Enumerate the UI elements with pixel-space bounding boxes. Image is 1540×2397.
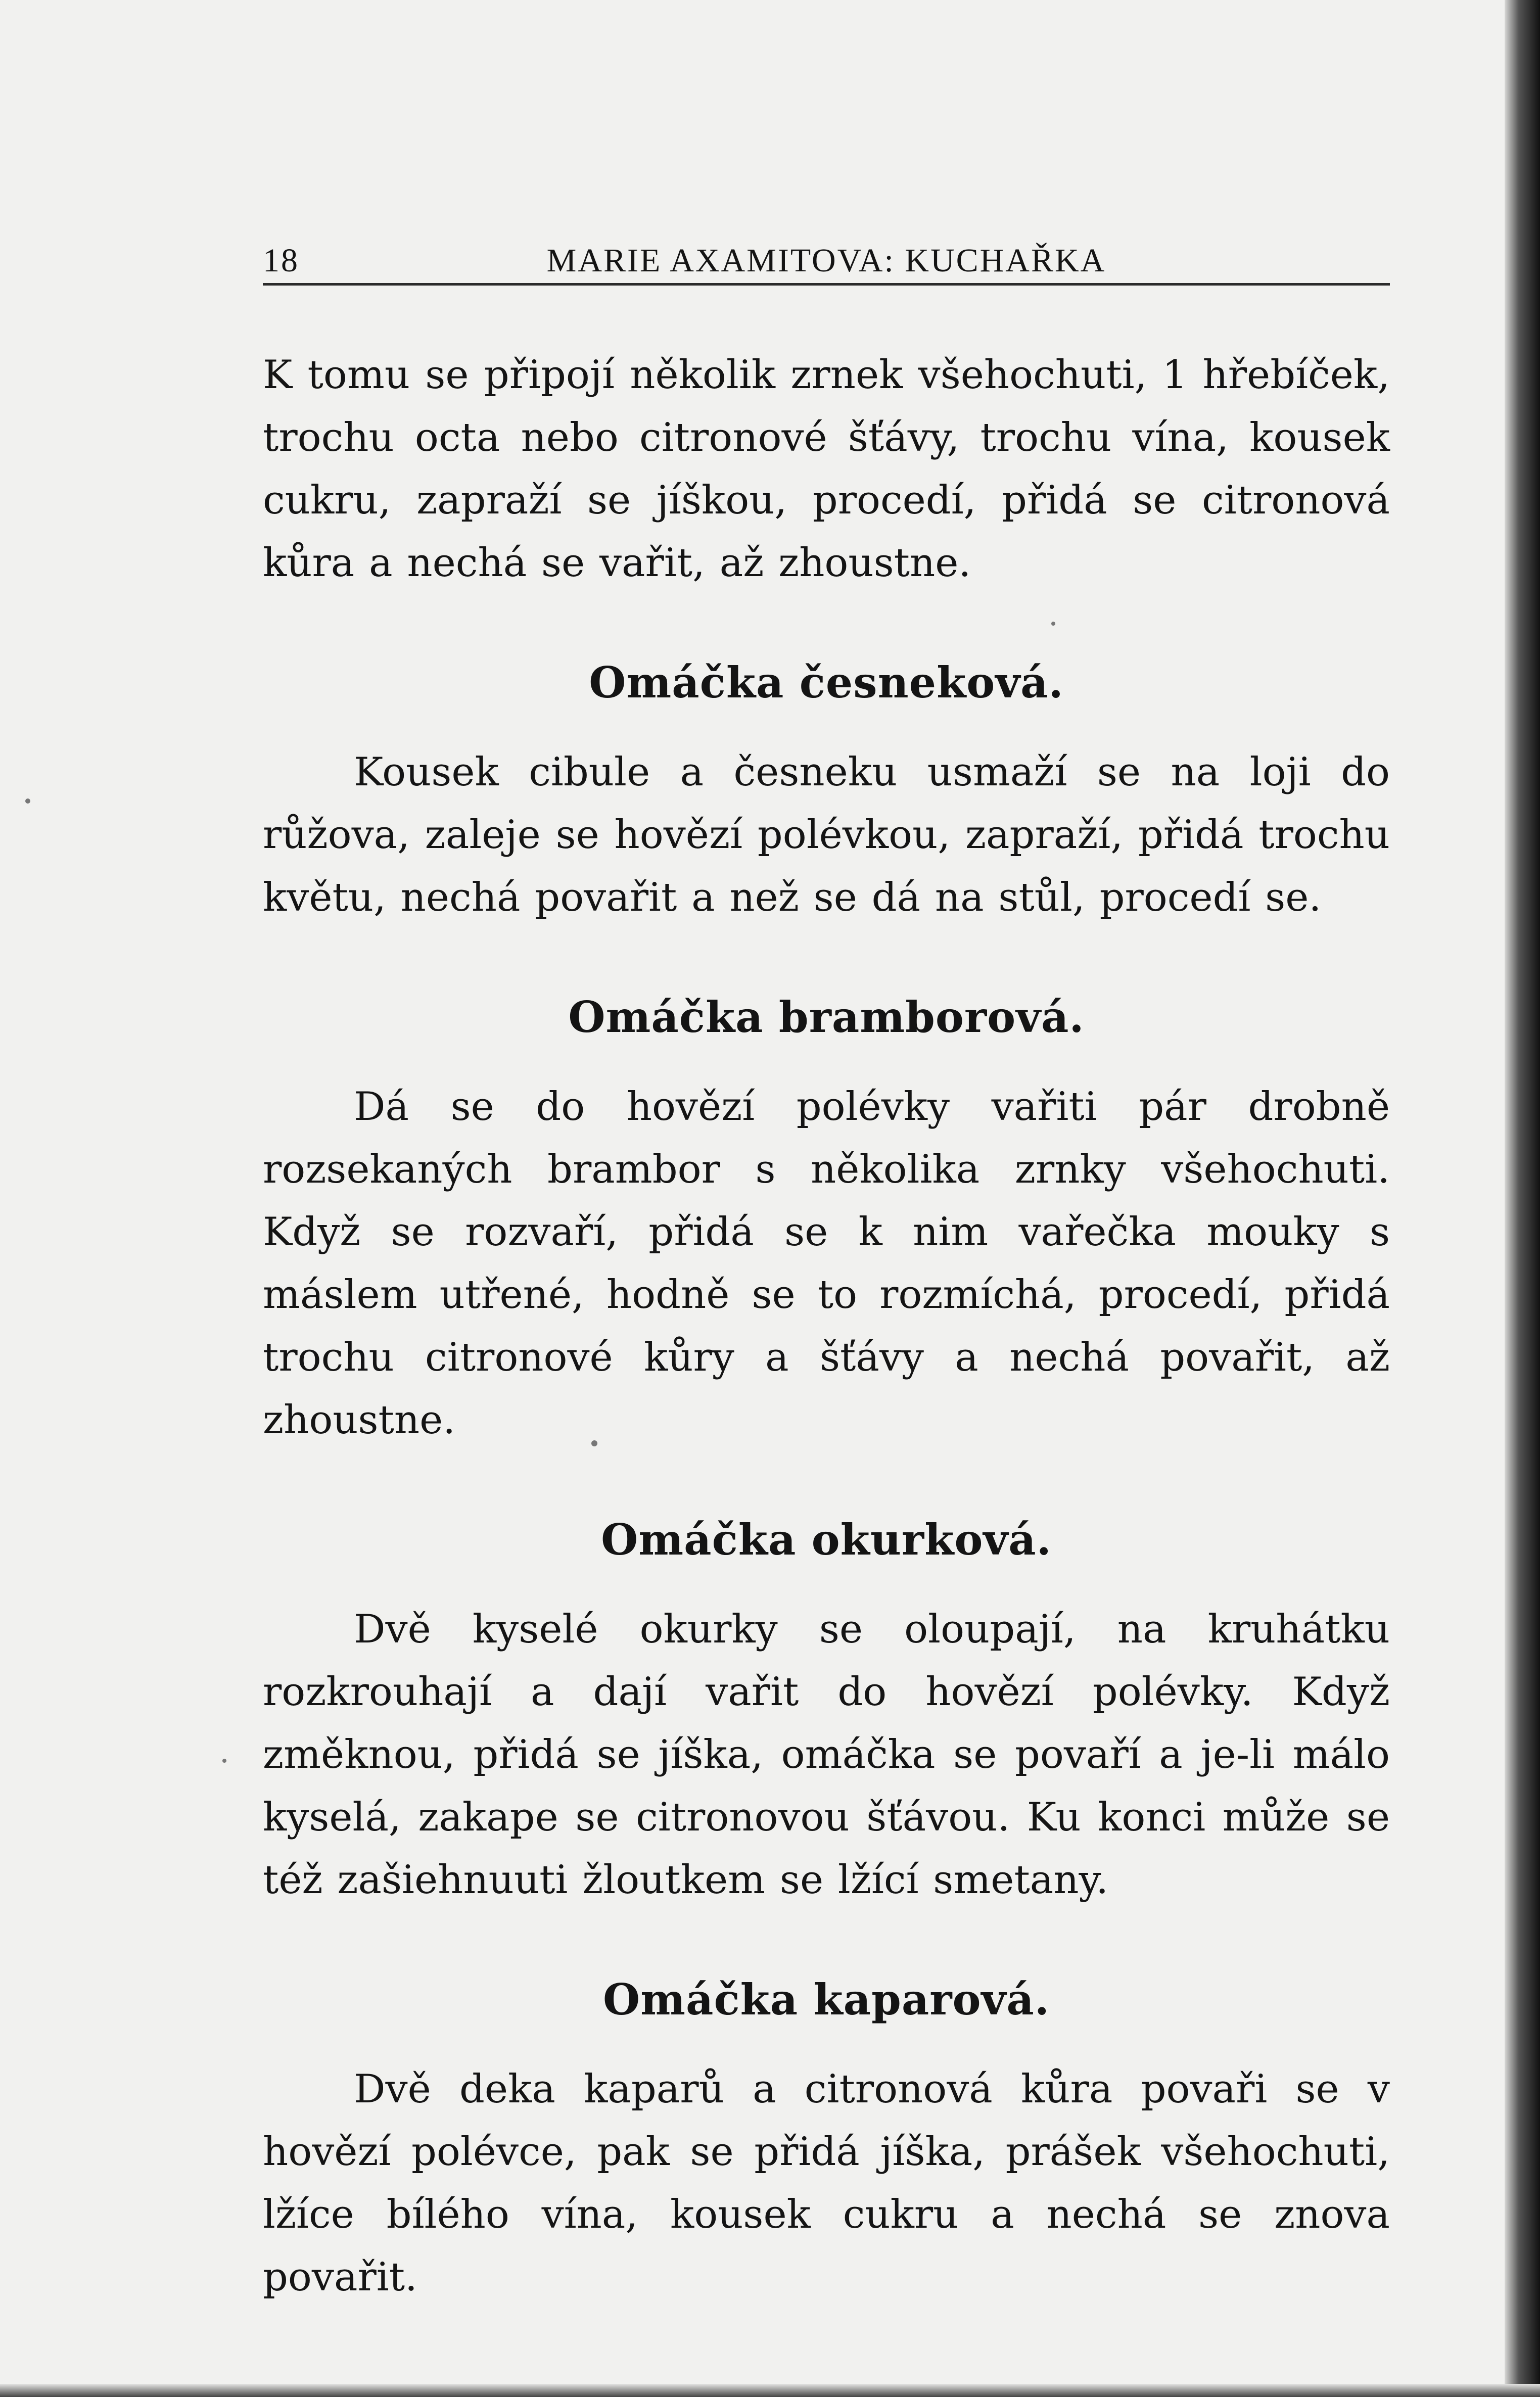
recipe-title-okurkova: Omáčka okurková. xyxy=(601,1515,1052,1565)
recipe-title-cesnekova: Omáčka česneková. xyxy=(589,657,1064,708)
recipe-title-bramborova: Omáčka bramborová. xyxy=(568,992,1085,1042)
page-edge-shadow xyxy=(1505,0,1540,2397)
continuation-paragraph: K tomu se připojí několik zrnek všehochuti, 1 hřebíček, trochu octa nebo citronové šťávy, trochu vína, kousek cukru, zapraží se jíškou, procedí, přidá se citronová kůra a nechá se vařit, až zhoustne. xyxy=(263,352,1390,586)
book-page xyxy=(263,232,1390,2309)
recipe-text-cesnekova: Kousek cibule a česneku usmaží se na loji do růžova, zaleje se hovězí polévkou, zapraží, přidá trochu květu, nechá povařit a než se dá na stůl, procedí se. xyxy=(263,749,1390,920)
recipe-text-okurkova: Dvě kyselé okurky se oloupají, na kruhátku rozkrouhají a dají vařit do hovězí polévky. Když změknou, přidá se jíška, omáčka se povaří a je-li málo kyselá, zakape se citronovou šťávou. Ku konci může se též zašiehnuuti žloutkem se lžící smetany. xyxy=(263,1607,1390,1903)
scan-speck xyxy=(25,798,30,804)
recipe-title-kaparova: Omáčka kaparová. xyxy=(602,1975,1050,2025)
page-number: 18 xyxy=(263,242,299,279)
running-header xyxy=(263,232,1390,286)
running-title: MARIE AXAMITOVA: KUCHAŘKA xyxy=(546,242,1106,279)
recipe-text-kaparova: Dvě deka kaparů a citronová kůra povaři se v hovězí polévce, pak se přidá jíška, prášek všehochuti, lžíce bílého vína, kousek cukru a nechá se znova povařit. xyxy=(263,2066,1390,2300)
page-bottom-edge xyxy=(0,2384,1540,2397)
scan-speck xyxy=(222,1759,226,1763)
recipe-text-bramborova: Dá se do hovězí polévky vařiti pár drobně rozsekaných brambor s několika zrnky všehochuti. Když se rozvaří, přidá se k nim vařečka mouky s máslem utřené, hodně se to rozmíchá, procedí, přidá trochu citronové kůry a šťávy a nechá povařit, až zhoustne. xyxy=(263,1084,1390,1443)
